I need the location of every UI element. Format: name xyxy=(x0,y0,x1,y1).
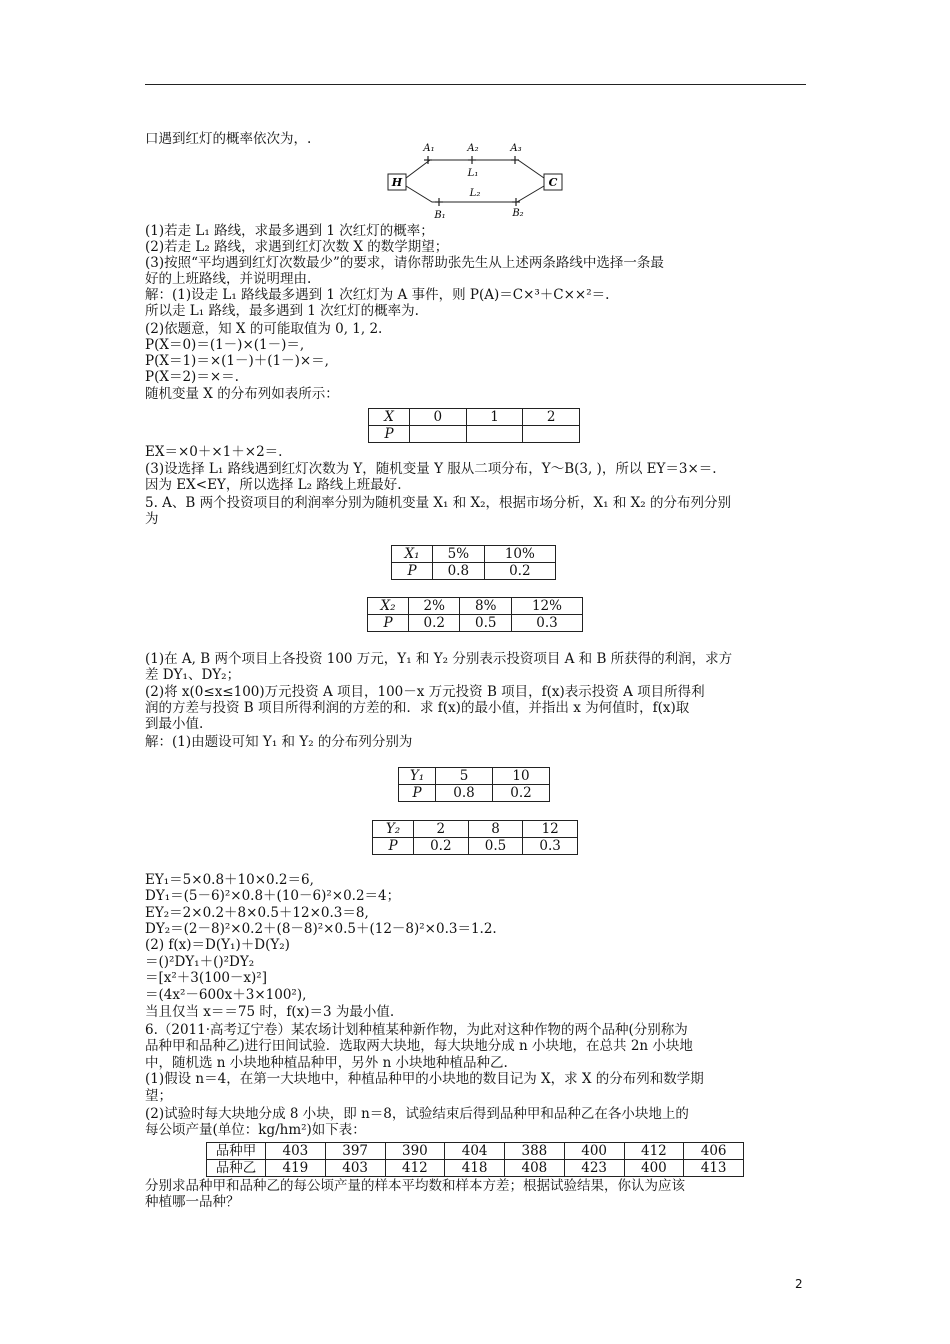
text-line: (1)若走 L₁ 路线，求最多遇到 1 次红灯的概率； xyxy=(145,223,434,239)
text-line: P(X＝2)＝×＝. xyxy=(145,369,239,385)
table-cell: 0.8 xyxy=(436,785,493,802)
text-line: 6.（2011·高考辽宁卷）某农场计划种植某种新作物，为此对这种作物的两个品种(分别称为 xyxy=(145,1022,688,1038)
text-line: 润的方差与投资 B 项目所得利润的方差的和．求 f(x)的最小值，并指出 x 为何值时，f(x)取 xyxy=(145,700,690,716)
text-line: (2)试验时每大块地分成 8 小块，即 n＝8，试验结束后得到品种甲和品种乙在各小块地上的 xyxy=(145,1106,689,1122)
table-cell: 8 xyxy=(468,821,523,838)
label-b1: B₁ xyxy=(434,210,446,220)
label-a3: A₃ xyxy=(510,143,522,154)
table-cell: 5% xyxy=(433,546,485,563)
table-cell: X₂ xyxy=(368,598,409,615)
table-cell: 品种乙 xyxy=(207,1160,266,1177)
text-line: (2)将 x(0≤x≤100)万元投资 A 项目，100－x 万元投资 B 项目，f(x)表示投资 A 项目所得利 xyxy=(145,684,705,700)
y2-distribution-table xyxy=(372,820,578,855)
text-line: (2)若走 L₂ 路线，求遇到红灯次数 X 的数学期望； xyxy=(145,239,449,255)
table-cell: 408 xyxy=(505,1160,565,1177)
table-cell: P xyxy=(392,563,433,580)
table-cell: 400 xyxy=(564,1143,624,1160)
text-line: ＝()²DY₁＋()²DY₂ xyxy=(145,954,255,970)
text-line: 口遇到红灯的概率依次为，. xyxy=(145,131,312,147)
text-line: (1)在 A, B 两个项目上各投资 100 万元，Y₁ 和 Y₂ 分别表示投资项目 A 和 B 所获得的利润，求方 xyxy=(145,651,733,667)
text-line: 随机变量 X 的分布列如表所示： xyxy=(145,386,339,402)
table-cell xyxy=(466,426,523,443)
table-cell: P xyxy=(373,838,414,855)
text-line: 品种甲和品种乙)进行田间试验．选取两大块地，每大块地分成 n 小块地，在总共 2n 小块地 xyxy=(145,1038,693,1054)
table-cell: 400 xyxy=(624,1160,684,1177)
text-line: 所以走 L₁ 路线，最多遇到 1 次红灯的概率为. xyxy=(145,303,419,319)
text-line: 中，随机选 n 小块地种植品种甲，另外 n 小块地种植品种乙. xyxy=(145,1055,508,1071)
text-line: EX＝×0＋×1＋×2＝. xyxy=(145,444,283,460)
text-line: (3)按照“平均遇到红灯次数最少”的要求，请你帮助张先生从上述两条路线中选择一条最 xyxy=(145,255,664,271)
text-line: 分别求品种甲和品种乙的每公顷产量的样本平均数和样本方差；根据试验结果，你认为应该 xyxy=(145,1178,685,1194)
table-cell: Y₁ xyxy=(399,768,436,785)
table-cell: 0.5 xyxy=(468,838,523,855)
text-line: 为 xyxy=(145,511,159,527)
text-line: (1)假设 n＝4，在第一大块地中，种植品种甲的小块地的数目记为 X，求 X 的分布列和数学期 xyxy=(145,1071,704,1087)
table-cell: 0.2 xyxy=(484,563,555,580)
yield-table xyxy=(206,1142,744,1177)
text-line: DY₁＝(5－6)²×0.8＋(10－6)²×0.2＝4； xyxy=(145,888,401,904)
text-line: 到最小值. xyxy=(145,716,204,732)
table-cell: 0.2 xyxy=(414,838,469,855)
table-cell: 418 xyxy=(445,1160,505,1177)
y1-distribution-table xyxy=(398,767,550,802)
table-cell: Y₂ xyxy=(373,821,414,838)
table-cell: 0.2 xyxy=(493,785,550,802)
table-cell: P xyxy=(399,785,436,802)
table-cell: 412 xyxy=(624,1143,684,1160)
x1-distribution-table xyxy=(391,545,556,580)
table-cell: 397 xyxy=(325,1143,385,1160)
label-l2: L₂ xyxy=(469,188,481,199)
table-cell: P xyxy=(368,615,409,632)
text-line: 好的上班路线，并说明理由. xyxy=(145,271,312,287)
table-cell: 419 xyxy=(266,1160,326,1177)
text-line: (2)依题意，知 X 的可能取值为 0, 1, 2. xyxy=(145,321,383,337)
x2-distribution-table xyxy=(367,597,583,632)
table-cell: 12 xyxy=(523,821,578,838)
table-cell: 0.3 xyxy=(511,615,582,632)
table-cell: 5 xyxy=(436,768,493,785)
text-line: 解：(1)设走 L₁ 路线最多遇到 1 次红灯为 A 事件，则 P(A)＝C×³＋C××²＝. xyxy=(145,287,610,303)
table-cell: 406 xyxy=(684,1143,744,1160)
table-cell: 412 xyxy=(385,1160,445,1177)
node-c-label: C xyxy=(548,176,558,189)
route-diagram xyxy=(385,140,570,220)
table-cell: 388 xyxy=(505,1143,565,1160)
table-cell: 403 xyxy=(325,1160,385,1177)
label-a1: A₁ xyxy=(423,143,435,154)
header-rule xyxy=(145,84,806,85)
text-line: P(X＝0)＝(1－)×(1－)＝, xyxy=(145,337,305,353)
table-cell: 0 xyxy=(410,409,467,426)
table-cell: 2 xyxy=(523,409,580,426)
text-line: (2) f(x)＝D(Y₁)＋D(Y₂) xyxy=(145,937,290,953)
table-cell: 8% xyxy=(460,598,511,615)
table-cell: 品种甲 xyxy=(207,1143,266,1160)
text-line: 种植哪一品种？ xyxy=(145,1194,240,1210)
node-h-label: H xyxy=(391,176,403,189)
table-cell: 423 xyxy=(564,1160,624,1177)
x-distribution-table xyxy=(368,408,580,443)
table-cell: 413 xyxy=(684,1160,744,1177)
text-line: EY₂＝2×0.2＋8×0.5＋12×0.3＝8, xyxy=(145,905,369,921)
text-line: 差 DY₁、DY₂； xyxy=(145,667,241,683)
table-cell: 0.8 xyxy=(433,563,485,580)
text-line: ＝(4x²－600x＋3×100²), xyxy=(145,987,307,1003)
table-cell: 1 xyxy=(466,409,523,426)
table-cell: 2 xyxy=(414,821,469,838)
text-line: 因为 EX<EY，所以选择 L₂ 路线上班最好. xyxy=(145,477,402,493)
table-cell: 0.3 xyxy=(523,838,578,855)
text-line: 当且仅当 x＝＝75 时，f(x)＝3 为最小值. xyxy=(145,1004,395,1020)
table-cell xyxy=(410,426,467,443)
label-l1: L₁ xyxy=(467,168,479,179)
table-cell xyxy=(523,426,580,443)
text-line: 解：(1)由题设可知 Y₁ 和 Y₂ 的分布列分别为 xyxy=(145,734,413,750)
table-cell: 404 xyxy=(445,1143,505,1160)
text-line: 每公顷产量(单位：kg/hm²)如下表： xyxy=(145,1122,366,1138)
label-a2: A₂ xyxy=(467,143,479,154)
text-line: ＝[x²＋3(100－x)²] xyxy=(145,970,267,986)
text-line: DY₂＝(2－8)²×0.2＋(8－8)²×0.5＋(12－8)²×0.3＝1.2. xyxy=(145,921,497,937)
table-cell: P xyxy=(369,426,410,443)
table-cell: 390 xyxy=(385,1143,445,1160)
table-cell: 12% xyxy=(511,598,582,615)
text-line: 望； xyxy=(145,1088,172,1104)
text-line: (3)设选择 L₁ 路线遇到红灯次数为 Y，随机变量 Y 服从二项分布，Y～B(3, )，所以 EY＝3×＝. xyxy=(145,461,717,477)
table-cell: 0.5 xyxy=(460,615,511,632)
text-line: P(X＝1)＝×(1－)＋(1－)×＝, xyxy=(145,353,329,369)
table-cell: 403 xyxy=(266,1143,326,1160)
table-cell: X₁ xyxy=(392,546,433,563)
text-line: EY₁＝5×0.8＋10×0.2＝6, xyxy=(145,872,314,888)
table-cell: 10 xyxy=(493,768,550,785)
table-cell: 10% xyxy=(484,546,555,563)
table-cell: X xyxy=(369,409,410,426)
page-number: 2 xyxy=(795,1277,803,1291)
label-b2: B₂ xyxy=(512,208,524,219)
table-cell: 0.2 xyxy=(409,615,460,632)
table-cell: 2% xyxy=(409,598,460,615)
text-line: 5. A、B 两个投资项目的利润率分别为随机变量 X₁ 和 X₂，根据市场分析，X₁ 和 X₂ 的分布列分别 xyxy=(145,495,731,511)
